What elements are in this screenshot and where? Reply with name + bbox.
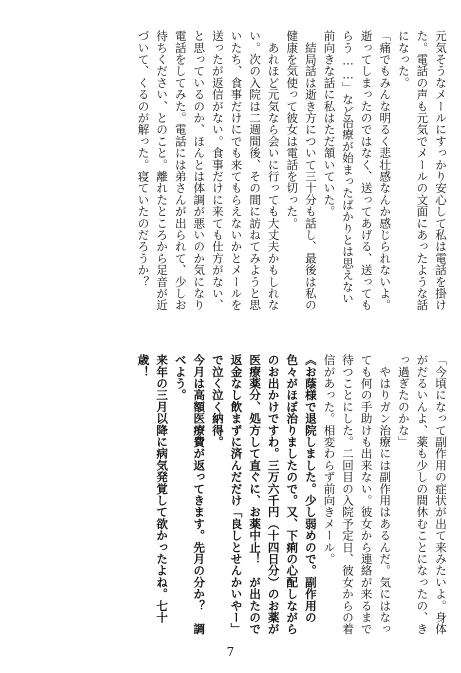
paragraph: 「今頃になって副作用の症状が出て来みたいよ。身体がだるいんよ、薬も少しの間休むことになったの、き っ過ぎたのかな」: [396, 354, 448, 650]
page-number: 7: [226, 645, 235, 659]
upper-text-block: [40, 30, 450, 326]
bold-paragraph: 今月は高額医療費が返ってきます。先月の分か？ 調べよう。: [173, 354, 207, 635]
paragraph: やはりガン治療には副作用はあるんだ。気にはなっても何の手助けも出来ない。彼女から連絡が来るまで待つことにした。二回目の入院予定日、彼女からの着信があった。相変わらず前向きメール。: [322, 354, 393, 635]
paragraph: 「痛でもみんな明るく悲壮感なんか感じられないよ。逝ってしまったのではなく、送ってあげる、送っても らう……」など治療が始まったばかりとは思えない前向きな話に私はただ頷いていた。: [322, 30, 393, 326]
bold-paragraph: 来年の三月以降に病気発覚して欲かったよね。七十歳！: [136, 354, 170, 624]
paragraph: あれほど元気なら会いに行っても大丈夫かもしれない。次の入院は二週間後、その間に訪ねてみようと思いたち、食事だけにでも来てもらえないかとメールを送ったが返信がない。食事だけに来ても仕方がない、と思っているのか、ほんとは体調が悪いのか気になり電話をしてみた。電話には弟さんが出られて、少しお待ちください、とのこと。離れたところから足音が近づいて、くるのが解った。寝ていたのだろうか？: [136, 30, 281, 311]
paragraph: 結局話は逝き方について三十分も話し、最後は私の健康を気使って彼女は電話を切った。: [285, 30, 318, 311]
paragraph: 元気そうなメールにすっかり安心して私は電話を掛けた。電話の声も元気でメールの文面にあったような話になった。: [396, 30, 448, 311]
lower-text-block: [60, 354, 450, 650]
bold-paragraph: 《お蔭様で退院しました。少し弱めので。副作用の色々がほぼ治りましたので。又、下痢の心配しながらのお出かけですわ。三万六千円（十四日分）のお薬が医療薬分、処方して直ぐに、お薬中止！ が出たので 返金なし飲まずに済んだだけ「良しとせんかいやー」で泣く泣く納得。: [210, 354, 318, 647]
